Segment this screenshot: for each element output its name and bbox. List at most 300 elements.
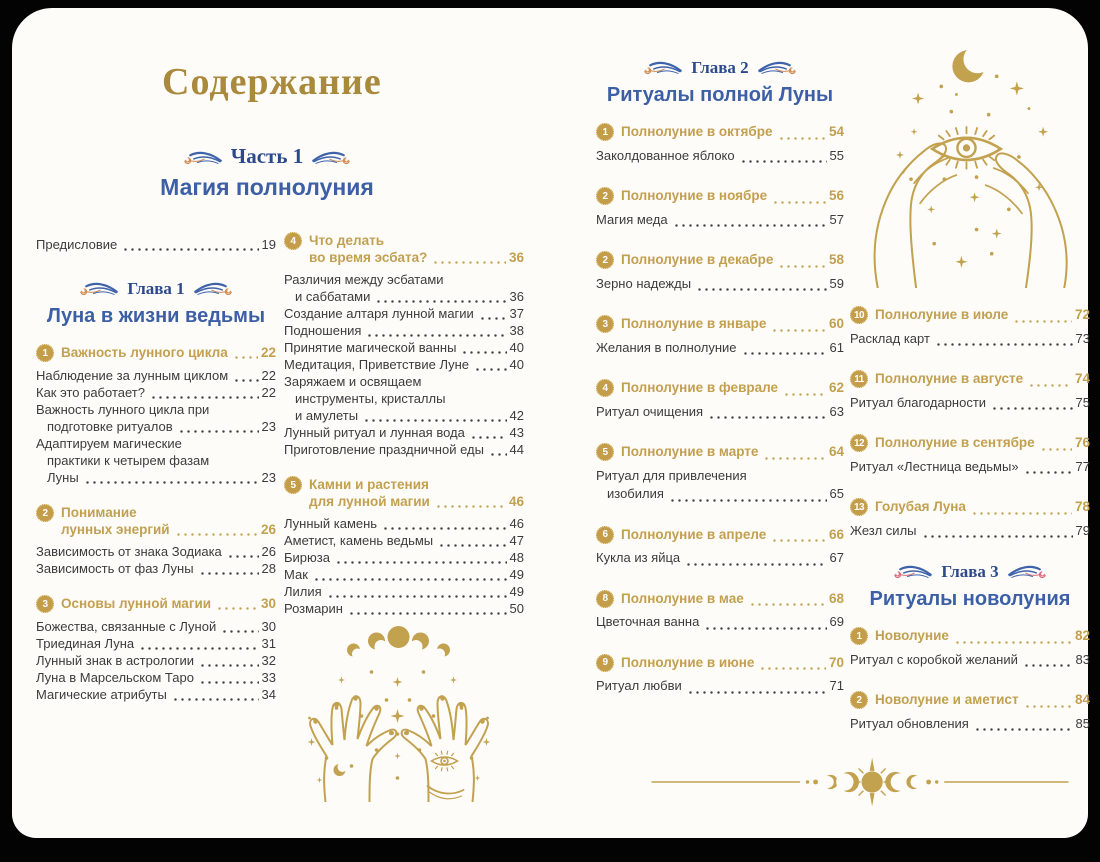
toc-entry-row (850, 458, 1090, 477)
toc-entry-row (284, 373, 524, 390)
toc-entry-row (284, 566, 524, 583)
entry-label: Полнолуние в декабре (621, 252, 774, 267)
dots-leader (363, 419, 506, 422)
entry-label: Бирюза (284, 550, 330, 565)
toc-section-heading (875, 498, 1090, 517)
toc-entry-row (875, 434, 1090, 453)
dots-leader (991, 407, 1072, 410)
toc-section (284, 476, 524, 617)
dots-leader (922, 535, 1073, 538)
dots-leader (1013, 320, 1072, 323)
section-number-badge: 2 (36, 504, 54, 522)
entry-label: Приготовление праздничной еды (284, 442, 484, 457)
dots-leader (778, 265, 826, 268)
toc-entry-row (36, 669, 276, 686)
page-number: 22 (261, 385, 276, 400)
toc-subentry (36, 560, 276, 577)
toc-subentry (284, 441, 524, 458)
flourish-right-icon (1007, 563, 1051, 581)
chapter-2-kicker (596, 58, 844, 78)
dots-leader (335, 561, 507, 564)
toc-entry-row (284, 305, 524, 322)
toc-subentry (850, 715, 1090, 734)
entry-label: Магические атрибуты (36, 687, 167, 702)
entry-label: Зависимость от знака Зодиака (36, 544, 222, 559)
toc-entry-row (596, 275, 844, 294)
toc-entry-row (284, 288, 524, 305)
toc-section (596, 443, 844, 504)
entry-label: Ритуал с коробкой желаний (850, 651, 1018, 667)
page-number: 46 (508, 494, 524, 509)
dots-leader (742, 352, 827, 355)
toc-entry-row (621, 123, 844, 142)
entry-label: Ритуал «Лестница ведьмы» (850, 458, 1019, 474)
toc-entry-row (284, 339, 524, 356)
chapter-3-kicker-label: Глава 3 (941, 562, 999, 581)
toc-section (850, 627, 1090, 669)
dots-leader (313, 578, 507, 581)
page-number: 40 (509, 340, 524, 355)
entry-label: Полнолуние в мае (621, 590, 744, 606)
dots-leader (221, 630, 258, 633)
toc-subentries (596, 403, 844, 422)
section-number-badge: 3 (36, 595, 54, 613)
section-number-badge: 4 (596, 379, 614, 397)
dots-leader (227, 555, 259, 558)
toc-entry-row (36, 401, 276, 418)
flourish-left-icon (179, 148, 223, 166)
toc-subentry (284, 339, 524, 356)
toc-section-title (621, 590, 844, 609)
toc-subentry (36, 686, 276, 703)
toc-section-head (596, 251, 844, 270)
page-number: 47 (509, 533, 524, 548)
entry-label: подготовке ритуалов (47, 419, 173, 434)
left-page-column-1 (36, 236, 276, 721)
chapter-2-header (596, 58, 844, 108)
dots-leader (199, 572, 259, 575)
moon-phases-arc (347, 626, 450, 660)
section-number-badge: 1 (36, 344, 54, 362)
dots-leader (708, 416, 826, 419)
toc-section-heading (621, 315, 844, 334)
toc-section-heading (309, 232, 524, 266)
page-number: 38 (509, 323, 524, 338)
toc-subentries (596, 467, 844, 504)
toc-entry-row (36, 469, 276, 486)
toc-subentries (850, 330, 1090, 349)
entry-label: Основы лунной магии (61, 596, 212, 611)
toc-subentries (596, 147, 844, 166)
toc-section-head (596, 590, 844, 609)
entry-label: Полнолуние в апреле (621, 526, 767, 542)
toc-subentry (36, 401, 276, 435)
dots-leader (199, 681, 259, 684)
toc-entry-row (875, 306, 1090, 325)
dots-leader (763, 457, 826, 460)
dots-leader (1023, 664, 1073, 667)
dots-leader (139, 647, 258, 650)
page-number: 57 (829, 211, 844, 227)
toc-subentries (36, 618, 276, 703)
page-number: 26 (261, 544, 276, 559)
bracelet (428, 786, 464, 799)
toc-entry-row (875, 498, 1090, 517)
right-hand (986, 153, 1067, 288)
chapter-3-kicker (850, 562, 1090, 582)
chapter-2-kicker-label: Глава 2 (691, 58, 749, 77)
toc-entry-row (621, 443, 844, 462)
toc-section-heading (621, 654, 844, 673)
chapter-1-kicker (36, 279, 276, 299)
section-number-badge: 1 (850, 627, 868, 645)
toc-subentry (36, 435, 276, 486)
toc-section-head (850, 434, 1090, 453)
dots-leader (435, 505, 506, 508)
toc-section-heading (875, 434, 1090, 453)
page-number: 82 (1074, 628, 1090, 643)
left-page-column-2 (284, 232, 524, 635)
toc-subentry (596, 613, 844, 632)
page-number: 43 (509, 425, 524, 440)
page-number: 68 (828, 590, 844, 606)
toc-section-head (850, 306, 1090, 325)
dots-leader (971, 512, 1072, 515)
toc-entry-row (36, 236, 276, 253)
dots-leader (669, 499, 827, 502)
chapter-3-title: Ритуалы новолуния (869, 588, 1071, 610)
page-number: 84 (1074, 692, 1090, 707)
dots-leader (175, 533, 258, 536)
toc-entry-row (875, 691, 1090, 710)
toc-section-heading (875, 370, 1090, 389)
toc-entry-row (850, 651, 1090, 670)
toc-subentries (36, 367, 276, 486)
entry-label: Полнолуние в ноябре (621, 188, 768, 203)
toc-subentry (284, 583, 524, 600)
toc-section-title (875, 498, 1090, 517)
part-header (112, 144, 422, 201)
toc-subentry (850, 522, 1090, 541)
entry-label: Предисловие (36, 237, 118, 252)
page-number: 75 (1075, 394, 1090, 410)
toc-section-title (875, 306, 1090, 325)
toc-section-head (596, 123, 844, 142)
dots-leader (954, 641, 1072, 644)
toc-subentries (36, 543, 276, 577)
flourish-left-icon (75, 280, 119, 298)
entry-label: Голубая Луна (875, 499, 966, 514)
entry-label: Розмарин (284, 601, 343, 616)
palms-moon-phases-illustration (280, 620, 518, 802)
entry-label: Как это работает? (36, 385, 145, 400)
page-number: 30 (260, 596, 276, 611)
toc-entry-row (36, 418, 276, 435)
toc-section-head (36, 595, 276, 613)
toc-section-title (61, 344, 276, 361)
page-number: 79 (1075, 522, 1090, 538)
page-number: 46 (509, 516, 524, 531)
entry-label: Различия между эсбатами (284, 272, 444, 287)
entry-label: Луны (47, 470, 79, 485)
toc-subentries (850, 458, 1090, 477)
toc-section-title (621, 654, 844, 673)
entry-label: лунных энергий (61, 522, 170, 537)
section-number-badge: 9 (596, 654, 614, 672)
section-number-badge: 11 (850, 370, 868, 388)
toc-subentry (36, 367, 276, 384)
toc-section (596, 379, 844, 421)
entry-label: во время эсбата? (309, 250, 428, 265)
toc-section-title (621, 379, 844, 398)
toc-subentry (284, 373, 524, 424)
dots-leader (749, 603, 826, 606)
page-number: 78 (1074, 499, 1090, 514)
toc-entry-row (36, 452, 276, 469)
page-number: 64 (828, 444, 844, 459)
entry-label: Луна в Марсельском Таро (36, 670, 194, 685)
page-number: 44 (509, 442, 524, 457)
toc-section-head (596, 443, 844, 462)
toc-section-title (621, 443, 844, 462)
toc-subentry (596, 339, 844, 358)
toc-section-head (284, 476, 524, 510)
entry-label: Божества, связанные с Луной (36, 619, 217, 634)
chapter-1-sections-continued (284, 232, 524, 617)
toc-entry-row (309, 232, 524, 249)
toc-section-heading (875, 627, 1090, 646)
page-number: 36 (509, 289, 524, 304)
entry-label: Заколдованное яблоко (596, 147, 735, 163)
page-number: 72 (1074, 307, 1090, 322)
right-palm (402, 695, 488, 802)
toc-subentries (284, 271, 524, 458)
toc-subentry (284, 532, 524, 549)
dots-leader (199, 664, 259, 667)
toc-subentry (596, 211, 844, 230)
dots-leader (178, 430, 259, 433)
page-number: 22 (261, 368, 276, 383)
page-number: 62 (828, 380, 844, 395)
page-number: 59 (829, 275, 844, 291)
dots-leader (366, 334, 506, 337)
dots-leader (1028, 384, 1072, 387)
toc-entry-row (621, 251, 844, 270)
toc-subentry (284, 549, 524, 566)
dots-leader (778, 137, 826, 140)
chapter-1-kicker-label: Глава 1 (127, 279, 185, 298)
toc-subentry (596, 403, 844, 422)
section-number-badge: 6 (596, 526, 614, 544)
toc-entry-row (309, 249, 524, 266)
dots-leader (233, 356, 258, 359)
dots-leader (771, 329, 826, 332)
toc-section-title (309, 232, 524, 266)
entry-label: Наблюдение за лунным циклом (36, 368, 229, 383)
toc-subentry (36, 652, 276, 669)
entry-label: Полнолуние в сентябре (875, 435, 1035, 450)
toc-entry-row (850, 715, 1090, 734)
toc-section (850, 306, 1090, 348)
entry-label: Ритуал для привлечения (596, 467, 747, 483)
entry-label: Принятие магической ванны (284, 340, 457, 355)
toc-entry-row (284, 515, 524, 532)
dots-leader (935, 343, 1073, 346)
entry-label: Полнолуние в январе (621, 316, 767, 331)
page-number: 33 (261, 670, 276, 685)
toc-section-title (621, 251, 844, 270)
entry-label: Желания в полнолуние (596, 339, 737, 355)
dots-leader (474, 368, 507, 371)
dots-leader (438, 544, 506, 547)
toc-entry-row (36, 543, 276, 560)
toc-entry-row (61, 504, 276, 521)
page-number: 70 (828, 654, 844, 670)
eye-on-right-palm (432, 751, 458, 770)
part-kicker (112, 144, 422, 169)
page-number: 49 (509, 584, 524, 599)
toc-entry-row (61, 595, 276, 612)
dots-leader (375, 300, 506, 303)
toc-entry-row (596, 339, 844, 358)
dots-leader (382, 527, 506, 530)
page-number: 34 (261, 687, 276, 702)
toc-entry-row (596, 403, 844, 422)
toc-section-heading (621, 187, 844, 206)
page-number: 19 (261, 237, 276, 252)
entry-label: Новолуние (875, 628, 949, 643)
toc-section (596, 654, 844, 696)
dots-leader (772, 201, 826, 204)
toc-entry-row (36, 652, 276, 669)
toc-subentry (284, 271, 524, 305)
entry-label: Лунный камень (284, 516, 378, 531)
flourish-left-icon (889, 563, 933, 581)
entry-label: Ритуал благодарности (850, 394, 987, 410)
part-title: Магия полнолуния (160, 174, 374, 200)
toc-section-head (850, 370, 1090, 389)
page-number: 69 (829, 614, 844, 629)
section-number-badge: 1 (596, 123, 614, 141)
page-number: 66 (828, 526, 844, 542)
toc-section-title (61, 504, 276, 538)
dots-leader (1024, 705, 1072, 708)
flourish-left-icon (639, 59, 683, 77)
toc-entry-row (284, 407, 524, 424)
toc-entry-row (621, 526, 844, 545)
entry-label: Полнолуние в июле (875, 307, 1009, 322)
left-hand (875, 143, 957, 288)
toc-subentries (596, 211, 844, 230)
toc-section-head (596, 379, 844, 398)
toc-section-title (309, 476, 524, 510)
flourish-right-icon (193, 280, 237, 298)
dots-leader (348, 612, 507, 615)
page-number: 36 (508, 250, 524, 265)
toc-entry-row (284, 441, 524, 458)
page-number: 26 (260, 522, 276, 537)
toc-subentry (284, 515, 524, 532)
dots-leader (696, 288, 826, 291)
page-number: 61 (829, 339, 844, 355)
page-number: 85 (1075, 715, 1090, 731)
section-number-badge: 8 (596, 590, 614, 608)
section-number-badge: 10 (850, 306, 868, 324)
toc-subentry (596, 467, 844, 504)
section-number-badge: 2 (850, 691, 868, 709)
toc-section (596, 123, 844, 165)
toc-section-head (850, 498, 1090, 517)
toc-subentry (596, 147, 844, 166)
toc-section-heading (875, 306, 1090, 325)
toc-subentries (284, 515, 524, 617)
toc-section-heading (309, 476, 524, 510)
toc-entry-row (621, 315, 844, 334)
section-number-badge: 13 (850, 498, 868, 516)
toc-subentry (284, 356, 524, 373)
page-number: 48 (509, 550, 524, 565)
toc-section-heading (875, 691, 1090, 710)
toc-entry-row (284, 532, 524, 549)
dots-leader (327, 595, 507, 598)
section-number-badge: 3 (596, 315, 614, 333)
toc-subentries (596, 613, 844, 632)
toc-section-head (596, 526, 844, 545)
toc-section (36, 344, 276, 486)
toc-entry-row (36, 435, 276, 452)
toc-entry-row (36, 635, 276, 652)
entry-label: практики к четырем фазам (47, 453, 210, 468)
page-number: 83 (1075, 651, 1090, 667)
entry-label: Заряжаем и освящаем (284, 374, 422, 389)
flourish-right-icon (757, 59, 801, 77)
toc-section-head (284, 232, 524, 266)
toc-subentries (596, 339, 844, 358)
toc-subentries (850, 651, 1090, 670)
entry-label: и саббатами (295, 289, 371, 304)
dots-leader (216, 607, 258, 610)
toc-section (284, 232, 524, 458)
toc-entry-row (596, 613, 844, 632)
dots-leader (233, 379, 258, 382)
entry-label: Полнолуние в октябре (621, 124, 773, 139)
chapter-2-title: Ритуалы полной Луны (606, 84, 834, 106)
toc-section-heading (621, 379, 844, 398)
moon-sun-divider (648, 756, 1072, 808)
entry-label: изобилия (607, 486, 664, 501)
toc-section-head (36, 344, 276, 362)
chapter-3-header (850, 562, 1090, 612)
toc-section-head (36, 504, 276, 538)
entry-label: Зависимость от фаз Луны (36, 561, 194, 576)
page-number: 49 (509, 567, 524, 582)
page-number: 65 (829, 486, 844, 501)
toc-subentry (284, 322, 524, 339)
hands-eye-illustration (854, 36, 1084, 288)
entry-label: Адаптируем магические (36, 436, 182, 451)
toc-subentries (850, 394, 1090, 413)
page-number: 42 (509, 408, 524, 423)
toc-section (596, 251, 844, 293)
toc-section-heading (621, 526, 844, 545)
toc-section (596, 187, 844, 229)
toc-section (596, 315, 844, 357)
front-matter (36, 236, 276, 253)
toc-entry-row (850, 522, 1090, 541)
dots-leader (84, 481, 259, 484)
toc-entry-row (284, 322, 524, 339)
toc-section-title (875, 691, 1090, 710)
